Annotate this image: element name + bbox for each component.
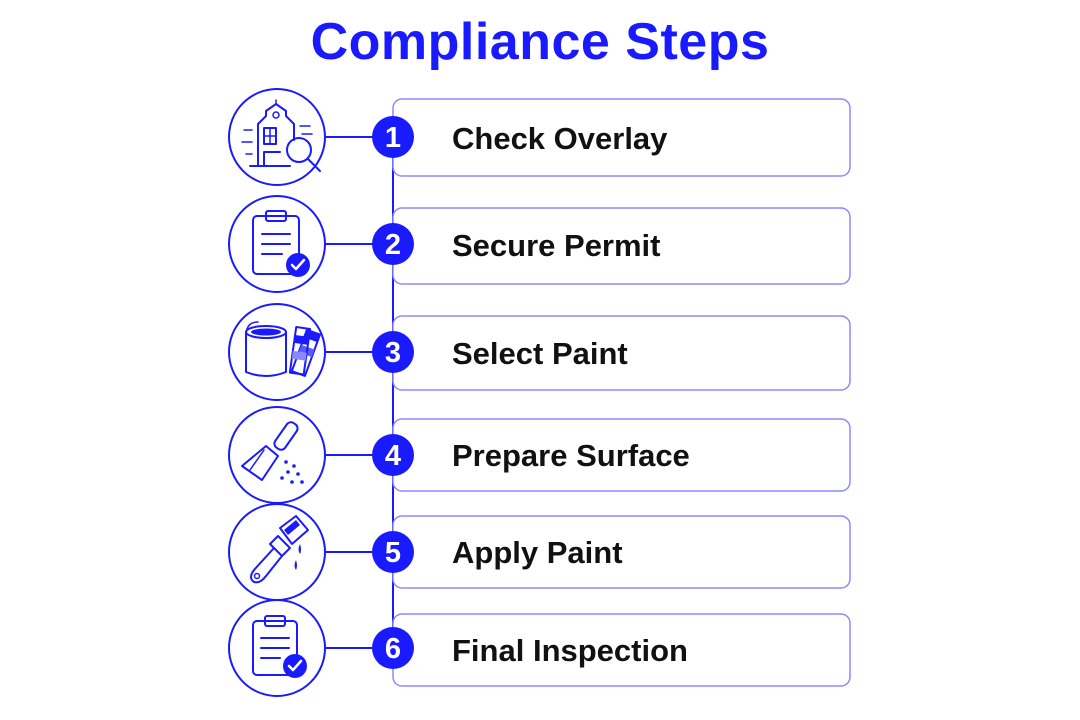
step-2 — [229, 196, 850, 292]
step-label: Final Inspection — [452, 633, 688, 668]
step-5 — [229, 504, 850, 600]
step-number: 2 — [384, 229, 402, 261]
step-number: 1 — [384, 122, 402, 154]
step-number: 4 — [384, 440, 402, 472]
step-label: Apply Paint — [452, 535, 623, 570]
step-label: Secure Permit — [452, 228, 661, 263]
page-title: Compliance Steps — [310, 13, 770, 71]
step-1 — [229, 89, 850, 185]
step-number: 3 — [384, 337, 402, 369]
step-3 — [229, 304, 850, 400]
step-4 — [229, 407, 850, 503]
step-label: Select Paint — [452, 336, 628, 371]
step-number: 5 — [384, 537, 402, 569]
step-6 — [229, 600, 850, 696]
step-number: 6 — [384, 633, 402, 665]
step-label: Check Overlay — [452, 121, 668, 156]
step-label: Prepare Surface — [452, 438, 690, 473]
